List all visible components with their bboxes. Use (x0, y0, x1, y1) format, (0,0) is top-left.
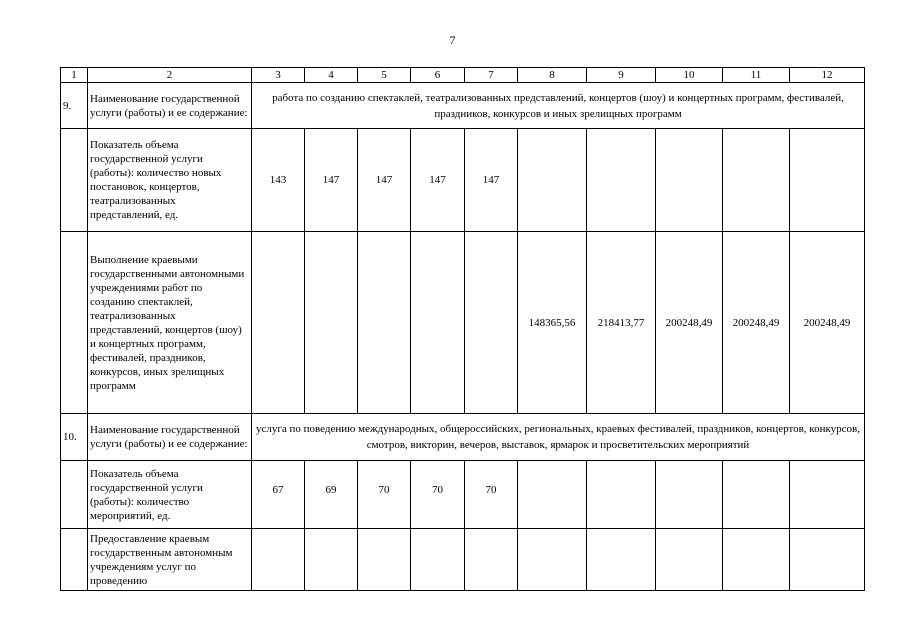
volume-indicator-label: Показатель объема государственной услуги (работы): количество новых постановок, концертов, театрализованных представлений, ед. (88, 129, 252, 232)
page-number: 7 (449, 33, 456, 47)
amount-value: 200248,49 (790, 232, 865, 414)
column-number: 6 (411, 68, 465, 83)
column-number: 4 (305, 68, 358, 83)
budget-table (60, 67, 865, 591)
indicator-value: 70 (411, 461, 465, 529)
amount-value: 218413,77 (587, 232, 656, 414)
column-number: 8 (518, 68, 587, 83)
indicator-value: 69 (305, 461, 358, 529)
column-number: 3 (252, 68, 305, 83)
column-number: 7 (465, 68, 518, 83)
indicator-value: 67 (252, 461, 305, 529)
service-content: услуга по поведению международных, общероссийских, региональных, краевых фестивалей, праздников, концертов, конкурсов, смотров, викторин, вечеров, выставок, ярмарок и просветительских мероприятий (252, 414, 865, 461)
column-number: 2 (88, 68, 252, 83)
execution-label: Выполнение краевыми государственными автономными учреждениями работ по созданию спектаклей, театрализованных представлений, концертов (шоу) и концертных программ, фестивалей, праздников, конкурсов, иных зрелищных программ (88, 232, 252, 414)
provision-label: Предоставление краевым государственным автономным учреждениям услуг по проведению (88, 529, 252, 591)
table-row (61, 232, 865, 414)
service-name-label: Наименование государственной услуги (работы) и ее содержание: (88, 83, 252, 129)
row-number: 10. (61, 414, 88, 461)
indicator-value: 147 (411, 129, 465, 232)
column-number-row (61, 68, 865, 83)
column-number: 12 (790, 68, 865, 83)
amount-value: 200248,49 (723, 232, 790, 414)
indicator-value: 70 (465, 461, 518, 529)
amount-value: 148365,56 (518, 232, 587, 414)
table-row (61, 83, 865, 129)
table-row (61, 461, 865, 529)
indicator-value: 147 (465, 129, 518, 232)
column-number: 9 (587, 68, 656, 83)
table-row (61, 129, 865, 232)
service-content: работа по созданию спектаклей, театрализованных представлений, концертов (шоу) и концертных программ, фестивалей, праздников, конкурсов и иных зрелищных программ (252, 83, 865, 129)
column-number: 11 (723, 68, 790, 83)
row-number: 9. (61, 83, 88, 129)
amount-value: 200248,49 (656, 232, 723, 414)
service-name-label: Наименование государственной услуги (работы) и ее содержание: (88, 414, 252, 461)
indicator-value: 70 (358, 461, 411, 529)
table-row (61, 414, 865, 461)
volume-indicator-label: Показатель объема государственной услуги (работы): количество мероприятий, ед. (88, 461, 252, 529)
indicator-value: 147 (358, 129, 411, 232)
column-number: 1 (61, 68, 88, 83)
table-row (61, 529, 865, 591)
indicator-value: 147 (305, 129, 358, 232)
column-number: 5 (358, 68, 411, 83)
column-number: 10 (656, 68, 723, 83)
indicator-value: 143 (252, 129, 305, 232)
